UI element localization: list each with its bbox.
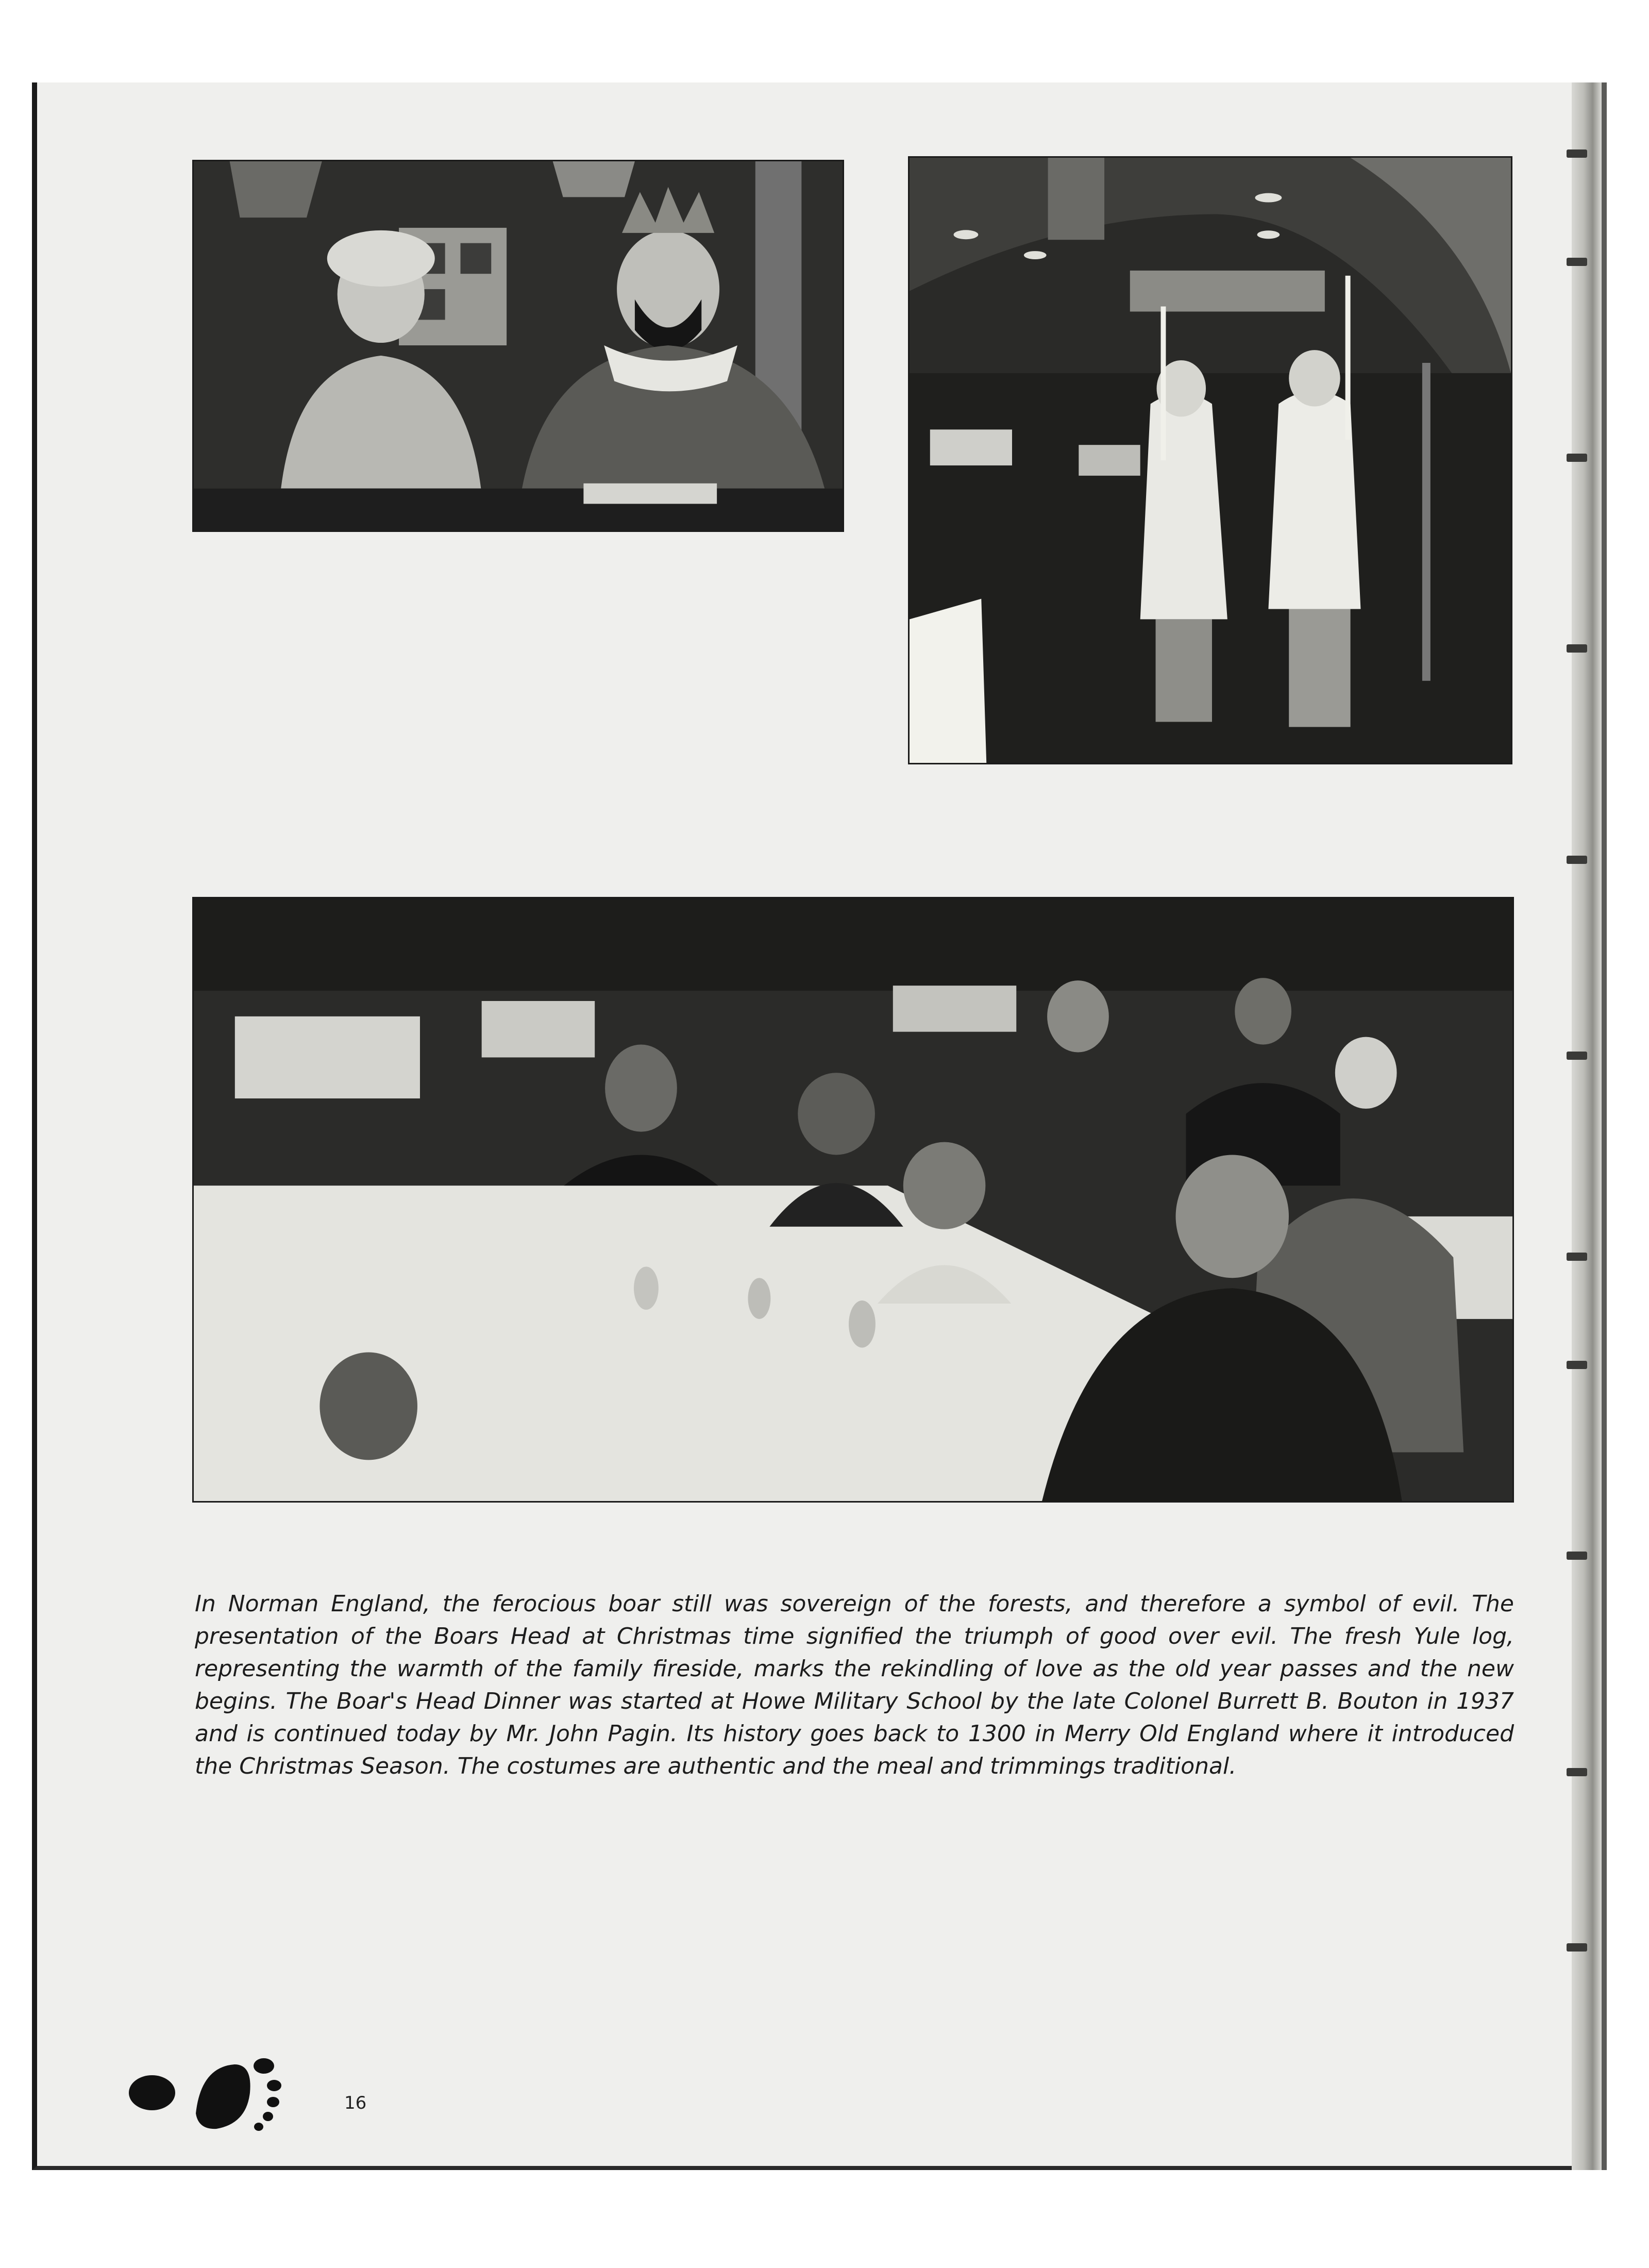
binding-edge bbox=[1602, 82, 1607, 2170]
spiral-binding bbox=[1572, 82, 1602, 2170]
binding-ring bbox=[1567, 1361, 1587, 1369]
binding-ring bbox=[1567, 856, 1587, 864]
binding-ring bbox=[1567, 644, 1587, 653]
binding-ring bbox=[1567, 1552, 1587, 1560]
binding-ring bbox=[1567, 258, 1587, 266]
binding-ring bbox=[1567, 1052, 1587, 1060]
footprint-icon bbox=[129, 2036, 314, 2139]
photo-banquet bbox=[192, 897, 1514, 1503]
binding-ring bbox=[1567, 1768, 1587, 1776]
page-number: 16 bbox=[344, 2093, 367, 2113]
photo-king-and-page bbox=[192, 160, 844, 532]
binding-ring bbox=[1567, 454, 1587, 462]
binding-ring bbox=[1567, 149, 1587, 158]
photo-procession bbox=[908, 156, 1512, 764]
binding-ring bbox=[1567, 1253, 1587, 1261]
photo-caption: In Norman England, the ferocious boar still was sovereign of the forests, and therefore a symbol of evil. The presentation of the Boars Head at Christmas time signified the triumph of good over evil. The fresh Yule log, representing the warmth of the family fireside, marks the rekindling of love as the old year passes and the new begins. The Boar's Head Dinner was started at Howe Military School by the late Colonel Burrett B. Bouton in 1937 and is continued today by Mr. John Pagin. Its history goes back to 1300 in Merry Old England where it introduced the Christmas Season. The costumes are authentic and the meal and trimmings traditional. bbox=[195, 1591, 1514, 1779]
binding-ring bbox=[1567, 1943, 1587, 1952]
